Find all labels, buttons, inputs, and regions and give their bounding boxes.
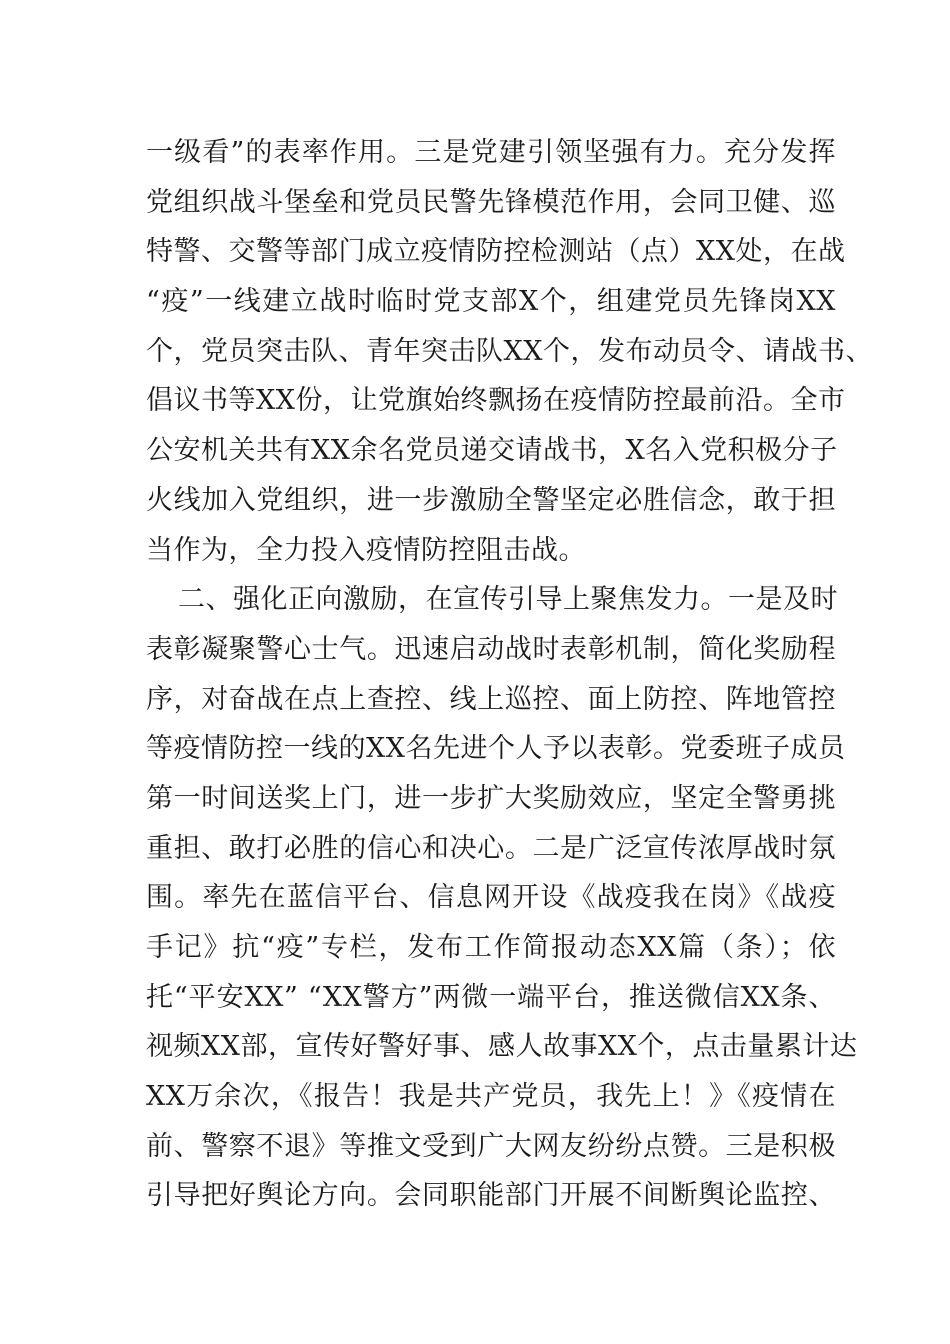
text-line: 引导把好舆论方向。会同职能部门开展不间断舆论监控、 (146, 1180, 836, 1212)
text-line: 视频XX部，宣传好警好事、感人故事XX个，点击量累计达 (146, 1031, 858, 1063)
text-line: 前、警察不退》等推文受到广大网友纷纷点赞。三是积极 (146, 1130, 836, 1162)
text-line: 托“平安XX” “XX警方”两微一端平台，推送微信XX条、 (146, 981, 836, 1013)
text-line: “疫”一线建立战时临时党支部X个，组建党员先锋岗XX (146, 286, 836, 318)
text-line: 个，党员突击队、青年突击队XX个，发布动员令、请战书、 (146, 335, 873, 367)
text-line: 序，对奋战在点上查控、线上巡控、面上防控、阵地管控 (146, 683, 836, 715)
text-line: 倡议书等XX份，让党旗始终飘扬在疫情防控最前沿。全市 (146, 385, 846, 417)
text-line: 表彰凝聚警心士气。迅速启动战时表彰机制，简化奖励程 (146, 633, 836, 665)
text-line: 火线加入党组织，进一步激励全警坚定必胜信念，敢于担 (146, 484, 836, 516)
text-line: 第一时间送奖上门，进一步扩大奖励效应，坚定全警勇挑 (146, 782, 836, 814)
text-line: 等疫情防控一线的XX名先进个人予以表彰。党委班子成员 (146, 733, 846, 765)
text-line: 手记》抗“疫”专栏，发布工作简报动态XX篇（条）；依 (146, 932, 836, 963)
text-line: 党组织战斗堡垒和党员民警先锋模范作用，会同卫健、巡 (146, 186, 836, 218)
section-heading-line: 二、强化正向激励，在宣传引导上聚焦发力。一是及时 (178, 584, 838, 616)
text-line: 围。率先在蓝信平台、信息网开设《战疫我在岗》《战疫 (146, 882, 836, 914)
text-line: 一级看”的表率作用。三是党建引领坚强有力。充分发挥 (146, 137, 836, 168)
text-line: 当作为，全力投入疫情防控阻击战。 (146, 534, 586, 566)
text-line: 重担、敢打必胜的信心和决心。二是广泛宣传浓厚战时氛 (146, 832, 836, 864)
text-line: 特警、交警等部门成立疫情防控检测站（点）XX处，在战 (146, 236, 846, 268)
body-text (146, 128, 873, 1221)
text-line: 公安机关共有XX余名党员递交请战书，X名入党积极分子 (146, 435, 838, 467)
text-line: XX万余次，《报告！我是共产党员，我先上！》《疫情在 (146, 1081, 836, 1113)
